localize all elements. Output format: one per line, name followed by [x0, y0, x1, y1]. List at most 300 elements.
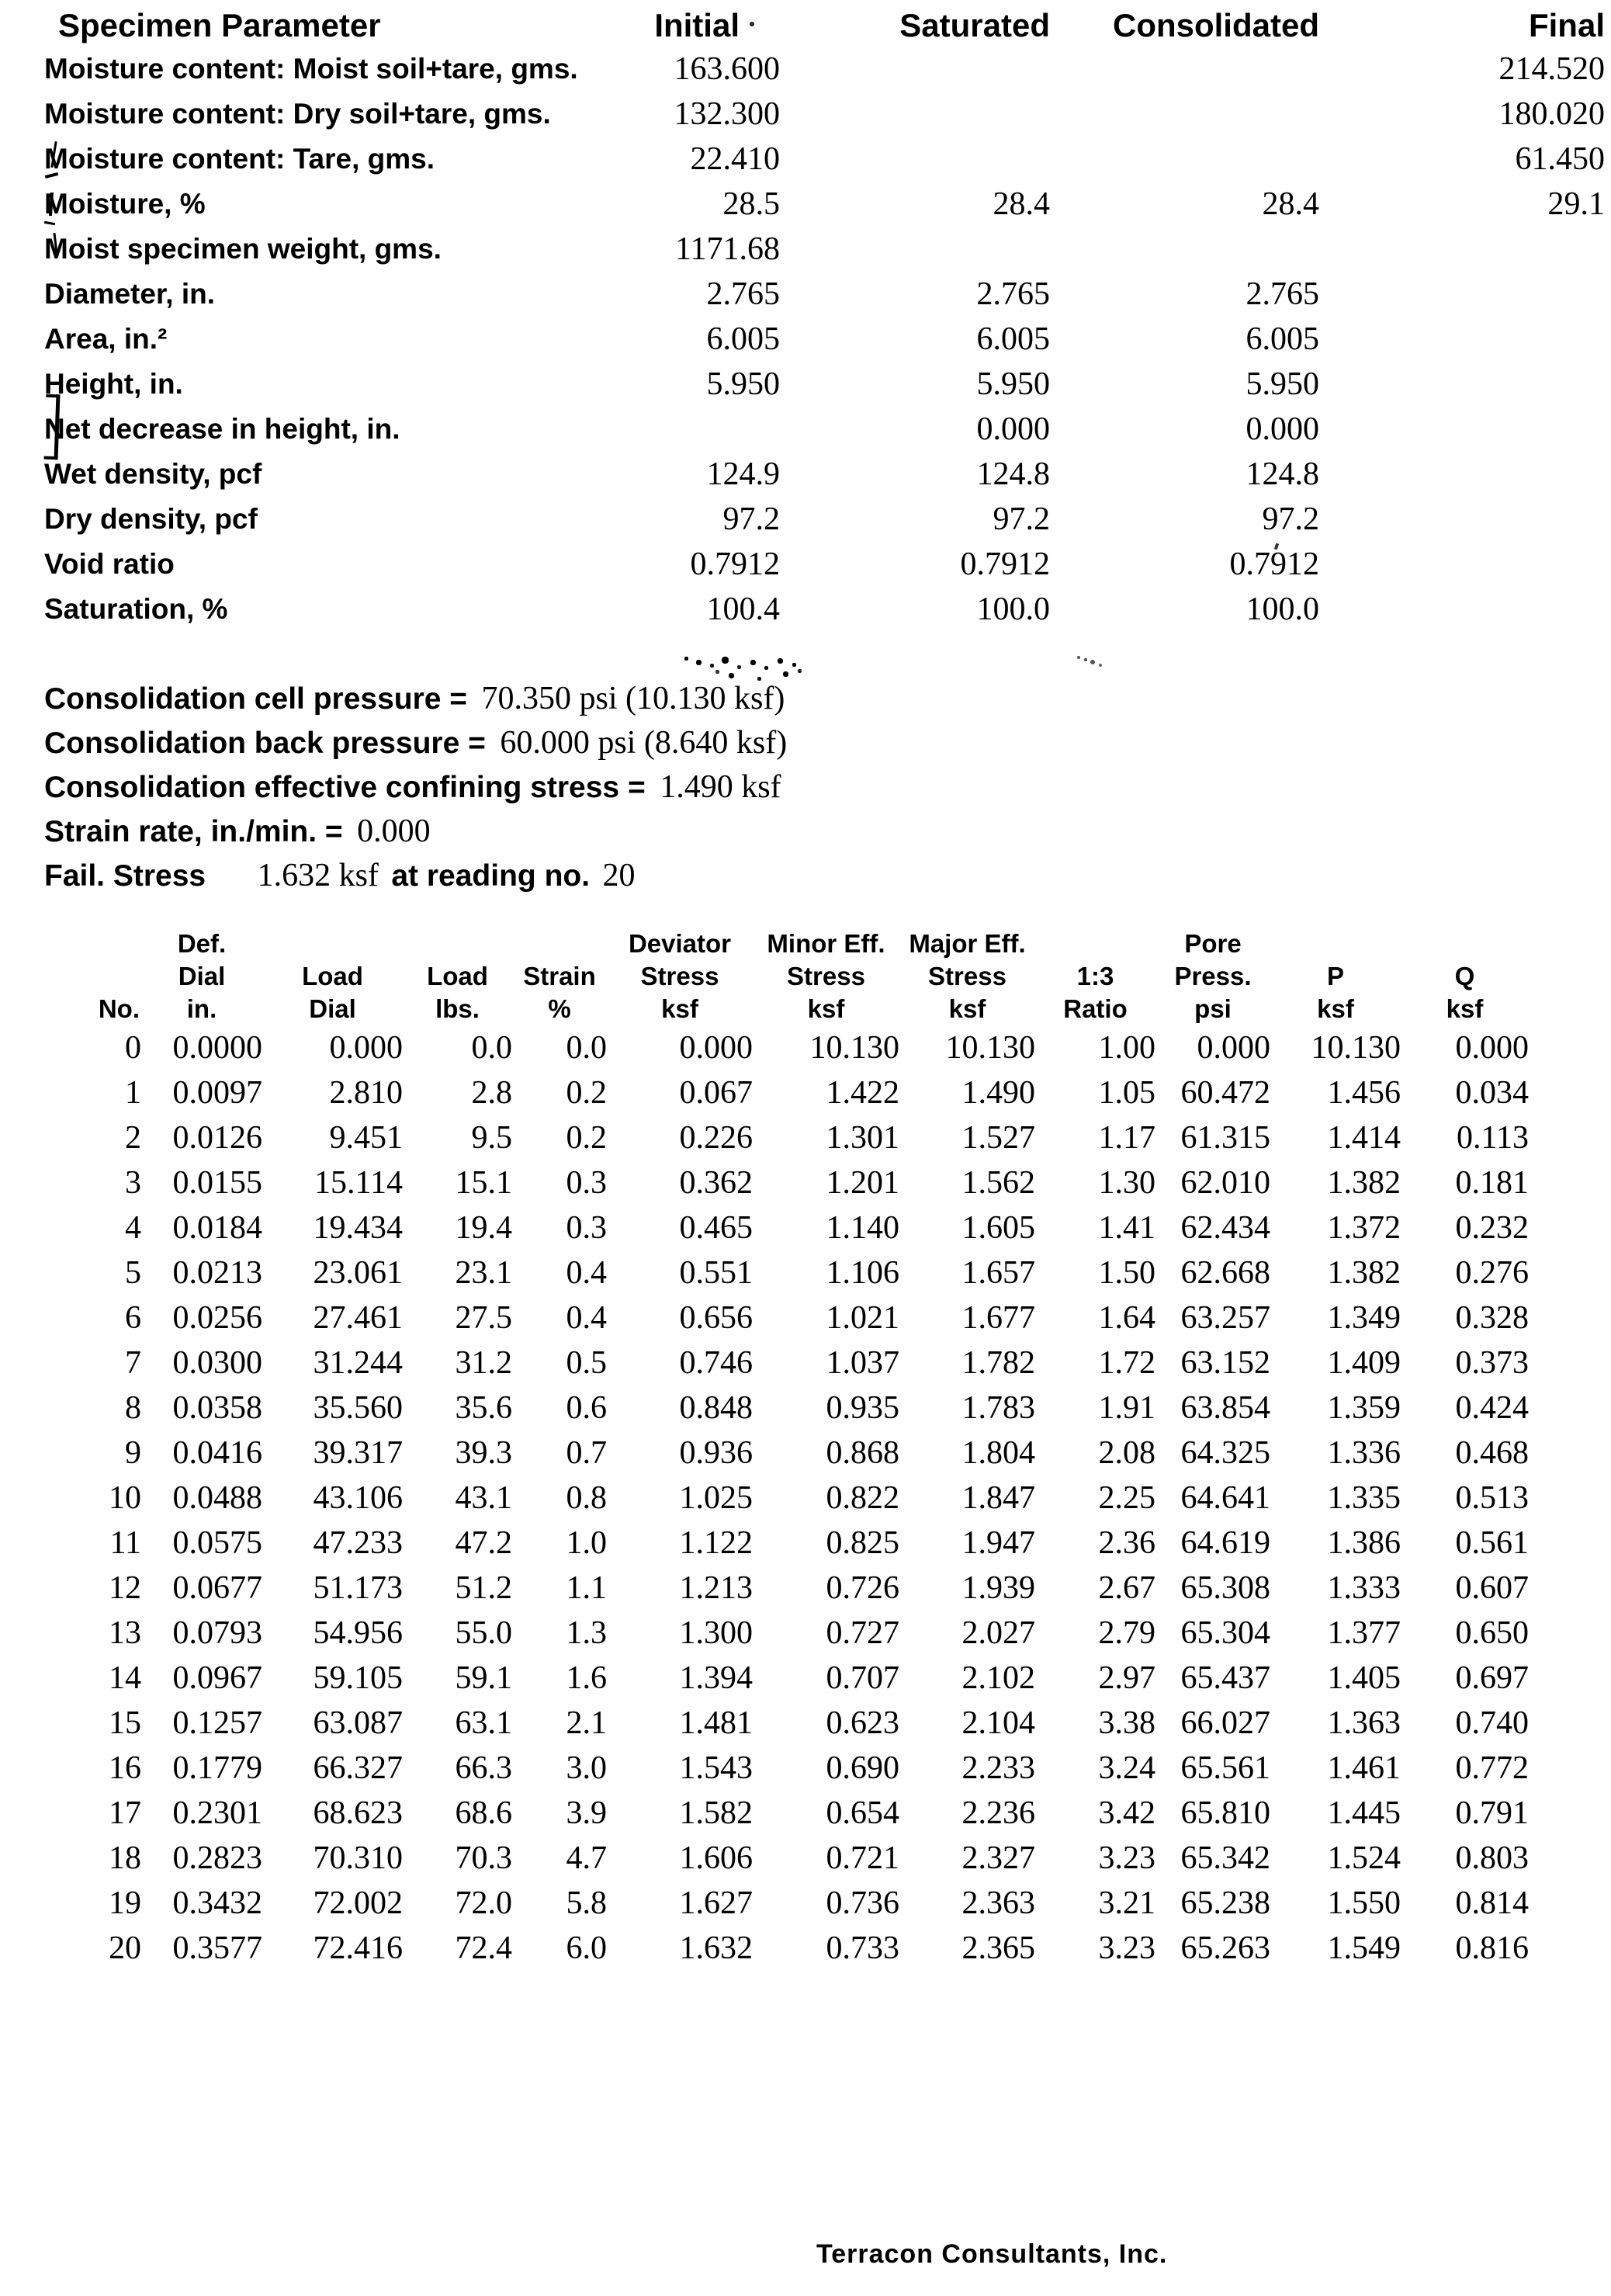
- cell-minor-eff-stress: 0.736: [826, 1885, 899, 1921]
- cell-load-dial: 66.327: [313, 1750, 403, 1786]
- cell-strain: 0.2: [566, 1120, 607, 1156]
- final-value: [1319, 452, 1605, 497]
- cell-load-lbs: 31.2: [455, 1345, 512, 1381]
- cell-strain: 0.4: [566, 1300, 607, 1336]
- fail-stress-line: [44, 854, 787, 898]
- cell-q-ksf: 0.468: [1455, 1435, 1529, 1471]
- final-value: [1319, 407, 1605, 452]
- cell-major-eff-stress: 1.605: [961, 1210, 1035, 1246]
- cell-major-eff-stress: 2.236: [961, 1795, 1035, 1831]
- reading-row: [0, 1160, 1529, 1205]
- cell-def-dial: 0.0300: [172, 1345, 262, 1381]
- initial-value: 5.950: [706, 366, 780, 402]
- cell-p-ksf: 1.382: [1327, 1255, 1401, 1291]
- saturated-value: 0.7912: [960, 546, 1050, 582]
- summary-label: Consolidation back pressure =: [44, 727, 486, 760]
- header-ksf: ksf: [661, 994, 698, 1023]
- column-header-saturated: Saturated: [899, 7, 1050, 43]
- cell-minor-eff-stress: 1.140: [826, 1210, 899, 1246]
- cell-def-dial: 0.0575: [172, 1525, 262, 1561]
- fail-stress-reading-no: 20: [602, 858, 636, 893]
- consolidated-value: 28.4: [1262, 186, 1319, 222]
- cell-load-lbs: 9.5: [471, 1120, 512, 1156]
- specimen-parameter-row: [0, 497, 1605, 542]
- cell-strain: 2.1: [566, 1705, 607, 1741]
- cell-p-ksf: 1.359: [1327, 1390, 1401, 1426]
- reading-row: [0, 1836, 1529, 1881]
- cell-deviator-stress: 1.606: [679, 1840, 753, 1876]
- cell-load-lbs: 66.3: [455, 1750, 512, 1786]
- reading-row: [0, 1205, 1529, 1250]
- cell-p-ksf: 1.409: [1327, 1345, 1401, 1381]
- cell-deviator-stress: 0.226: [679, 1120, 753, 1156]
- cell-p-ksf: 1.333: [1327, 1570, 1401, 1606]
- cell-ratio: 1.91: [1098, 1390, 1155, 1426]
- header-ksf: ksf: [807, 994, 845, 1023]
- cell-p-ksf: 1.372: [1327, 1210, 1401, 1246]
- header-ratio-1-3: 1:3: [1076, 962, 1114, 990]
- cell-load-dial: 68.623: [313, 1795, 403, 1831]
- cell-q-ksf: 0.816: [1455, 1930, 1529, 1966]
- cell-ratio: 1.50: [1098, 1255, 1155, 1291]
- cell-load-dial: 51.173: [313, 1570, 403, 1606]
- readings-table-header: [0, 928, 1529, 1025]
- summary-value: 70.350 psi (10.130 ksf): [481, 681, 785, 716]
- saturated-value: 0.000: [976, 411, 1050, 447]
- cell-q-ksf: 0.034: [1455, 1075, 1529, 1111]
- cell-load-dial: 2.810: [329, 1075, 403, 1111]
- readings-header-row-1: [0, 928, 1529, 960]
- column-header-consolidated: Consolidated: [1112, 7, 1319, 43]
- cell-ratio: 1.17: [1098, 1120, 1155, 1156]
- cell-pore-press: 65.437: [1180, 1660, 1270, 1696]
- initial-value: [481, 407, 780, 452]
- cell-strain: 0.4: [566, 1255, 607, 1291]
- cell-load-lbs: 2.8: [471, 1075, 512, 1111]
- initial-value: 132.300: [674, 96, 780, 132]
- cell-load-lbs: 39.3: [455, 1435, 512, 1471]
- cell-def-dial: 0.0358: [172, 1390, 262, 1426]
- saturated-value: [780, 137, 1050, 182]
- header-in: in.: [186, 994, 217, 1023]
- header-dial: Dial: [309, 994, 356, 1023]
- cell-no: 15: [109, 1705, 141, 1741]
- saturated-value: 97.2: [993, 501, 1050, 537]
- reading-row: [0, 1611, 1529, 1656]
- cell-strain: 5.8: [566, 1885, 607, 1921]
- cell-load-dial: 19.434: [313, 1210, 403, 1246]
- cell-p-ksf: 1.461: [1327, 1750, 1401, 1786]
- cell-load-lbs: 15.1: [455, 1165, 512, 1201]
- header-blank: [1401, 928, 1529, 960]
- header-blank: [1270, 928, 1401, 960]
- consolidated-value: [1050, 137, 1319, 182]
- reading-row: [0, 1701, 1529, 1746]
- cell-q-ksf: 0.276: [1455, 1255, 1529, 1291]
- cell-deviator-stress: 0.656: [679, 1300, 753, 1336]
- saturated-value: 6.005: [976, 321, 1050, 357]
- cell-minor-eff-stress: 0.727: [826, 1615, 899, 1651]
- summary-value: 1.490 ksf: [660, 769, 781, 805]
- cell-no: 14: [109, 1660, 141, 1696]
- header-deviator: Deviator: [628, 929, 732, 958]
- cell-ratio: 2.97: [1098, 1660, 1155, 1696]
- header-ksf: ksf: [1317, 994, 1354, 1023]
- cell-strain: 0.2: [566, 1075, 607, 1111]
- header-minor-eff: Minor Eff.: [767, 929, 885, 958]
- specimen-parameter-heading: Specimen Parameter: [58, 7, 381, 43]
- cell-minor-eff-stress: 1.201: [826, 1165, 899, 1201]
- cell-load-dial: 63.087: [313, 1705, 403, 1741]
- cell-load-lbs: 70.3: [455, 1840, 512, 1876]
- cell-pore-press: 64.325: [1180, 1435, 1270, 1471]
- cell-ratio: 3.38: [1098, 1705, 1155, 1741]
- cell-q-ksf: 0.607: [1455, 1570, 1529, 1606]
- cell-p-ksf: 10.130: [1311, 1030, 1401, 1066]
- reading-row: [0, 1250, 1529, 1295]
- cell-no: 10: [109, 1480, 141, 1516]
- cell-ratio: 1.05: [1098, 1075, 1155, 1111]
- header-p: P: [1326, 962, 1344, 990]
- initial-value: 0.7912: [690, 546, 780, 582]
- cell-minor-eff-stress: 1.301: [826, 1120, 899, 1156]
- cell-load-dial: 70.310: [313, 1840, 403, 1876]
- final-value: 29.1: [1547, 186, 1605, 222]
- consolidated-value: 0.7912: [1229, 546, 1319, 582]
- cell-major-eff-stress: 10.130: [945, 1030, 1035, 1066]
- cell-p-ksf: 1.524: [1327, 1840, 1401, 1876]
- cell-p-ksf: 1.414: [1327, 1120, 1401, 1156]
- cell-q-ksf: 0.791: [1455, 1795, 1529, 1831]
- cell-p-ksf: 1.550: [1327, 1885, 1401, 1921]
- cell-ratio: 3.42: [1098, 1795, 1155, 1831]
- cell-q-ksf: 0.424: [1455, 1390, 1529, 1426]
- reading-row: [0, 1386, 1529, 1431]
- cell-major-eff-stress: 1.782: [961, 1345, 1035, 1381]
- specimen-table-header-row: [0, 5, 1605, 47]
- cell-def-dial: 0.2823: [172, 1840, 262, 1876]
- cell-strain: 6.0: [566, 1930, 607, 1966]
- cell-q-ksf: 0.650: [1455, 1615, 1529, 1651]
- cell-major-eff-stress: 2.233: [961, 1750, 1035, 1786]
- cell-strain: 3.0: [566, 1750, 607, 1786]
- cell-load-lbs: 27.5: [455, 1300, 512, 1336]
- cell-load-dial: 35.560: [313, 1390, 403, 1426]
- cell-no: 16: [109, 1750, 141, 1786]
- cell-no: 20: [109, 1930, 141, 1966]
- cell-deviator-stress: 0.362: [679, 1165, 753, 1201]
- cell-ratio: 2.25: [1098, 1480, 1155, 1516]
- cell-p-ksf: 1.549: [1327, 1930, 1401, 1966]
- cell-no: 18: [109, 1840, 141, 1876]
- cell-strain: 4.7: [566, 1840, 607, 1876]
- cell-strain: 3.9: [566, 1795, 607, 1831]
- specimen-parameter-row: [0, 137, 1605, 182]
- final-value: [1319, 497, 1605, 542]
- initial-value: 28.5: [722, 186, 780, 222]
- cell-deviator-stress: 1.213: [679, 1570, 753, 1606]
- parameter-label: Moist specimen weight, gms.: [44, 233, 442, 265]
- cell-major-eff-stress: 1.804: [961, 1435, 1035, 1471]
- cell-pore-press: 66.027: [1180, 1705, 1270, 1741]
- cell-load-lbs: 72.0: [455, 1885, 512, 1921]
- cell-minor-eff-stress: 0.654: [826, 1795, 899, 1831]
- cell-ratio: 3.23: [1098, 1930, 1155, 1966]
- cell-no: 13: [109, 1615, 141, 1651]
- header-press: Press.: [1174, 962, 1252, 990]
- cell-strain: 1.1: [566, 1570, 607, 1606]
- parameter-label: Area, in.²: [44, 323, 168, 355]
- cell-def-dial: 0.3577: [172, 1930, 262, 1966]
- cell-ratio: 1.72: [1098, 1345, 1155, 1381]
- cell-deviator-stress: 1.627: [679, 1885, 753, 1921]
- cell-load-lbs: 23.1: [455, 1255, 512, 1291]
- cell-def-dial: 0.0000: [172, 1030, 262, 1066]
- parameter-label: Net decrease in height, in.: [44, 413, 400, 445]
- consolidated-value: 97.2: [1262, 501, 1319, 537]
- consolidated-value: [1050, 47, 1319, 92]
- consolidated-value: [1050, 92, 1319, 137]
- header-strain: Strain: [523, 962, 596, 990]
- reading-row: [0, 1340, 1529, 1386]
- cell-deviator-stress: 1.543: [679, 1750, 753, 1786]
- saturated-value: 5.950: [976, 366, 1050, 402]
- reading-row: [0, 1746, 1529, 1791]
- cell-load-dial: 31.244: [313, 1345, 403, 1381]
- cell-ratio: 2.79: [1098, 1615, 1155, 1651]
- header-def: Def.: [177, 929, 227, 958]
- cell-p-ksf: 1.456: [1327, 1075, 1401, 1111]
- cell-major-eff-stress: 2.102: [961, 1660, 1035, 1696]
- reading-row: [0, 1656, 1529, 1701]
- cell-minor-eff-stress: 1.106: [826, 1255, 899, 1291]
- cell-deviator-stress: 0.465: [679, 1210, 753, 1246]
- header-stress: Stress: [787, 962, 865, 990]
- cell-load-dial: 0.000: [329, 1030, 403, 1066]
- cell-load-dial: 9.451: [329, 1120, 403, 1156]
- reading-row: [0, 1521, 1529, 1566]
- cell-no: 1: [125, 1075, 141, 1111]
- cell-p-ksf: 1.405: [1327, 1660, 1401, 1696]
- specimen-parameter-row: [0, 272, 1605, 317]
- header-q: Q: [1454, 962, 1475, 990]
- cell-ratio: 1.41: [1098, 1210, 1155, 1246]
- saturated-value: [780, 47, 1050, 92]
- header-blank: [0, 960, 141, 993]
- summary-value: 0.000: [357, 813, 431, 849]
- cell-minor-eff-stress: 1.021: [826, 1300, 899, 1336]
- consolidated-value: 6.005: [1245, 321, 1319, 357]
- readings-table: [0, 928, 1529, 1971]
- cell-ratio: 3.21: [1098, 1885, 1155, 1921]
- cell-def-dial: 0.1257: [172, 1705, 262, 1741]
- cell-strain: 1.3: [566, 1615, 607, 1651]
- fail-stress-value: 1.632 ksf: [257, 858, 379, 893]
- cell-def-dial: 0.0416: [172, 1435, 262, 1471]
- cell-no: 2: [125, 1120, 141, 1156]
- cell-pore-press: 65.304: [1180, 1615, 1270, 1651]
- consolidated-value: 0.000: [1245, 411, 1319, 447]
- cell-pore-press: 65.810: [1180, 1795, 1270, 1831]
- saturated-value: 28.4: [993, 186, 1050, 222]
- header-load: Load: [427, 962, 488, 990]
- header-blank: [1035, 928, 1155, 960]
- cell-load-lbs: 51.2: [455, 1570, 512, 1606]
- header-ksf: ksf: [1446, 994, 1484, 1023]
- cell-load-lbs: 72.4: [455, 1930, 512, 1966]
- cell-pore-press: 62.010: [1180, 1165, 1270, 1201]
- header-stress: Stress: [928, 962, 1006, 990]
- cell-strain: 0.7: [566, 1435, 607, 1471]
- summary-label: Consolidation cell pressure =: [44, 682, 468, 716]
- cell-q-ksf: 0.740: [1455, 1705, 1529, 1741]
- fail-stress-label: Fail. Stress: [44, 859, 206, 893]
- cell-minor-eff-stress: 0.825: [826, 1525, 899, 1561]
- cell-def-dial: 0.0155: [172, 1165, 262, 1201]
- header-no: No.: [98, 994, 140, 1023]
- cell-deviator-stress: 0.067: [679, 1075, 753, 1111]
- cell-strain: 0.5: [566, 1345, 607, 1381]
- saturated-value: 100.0: [976, 591, 1050, 627]
- parameter-label: Dry density, pcf: [44, 503, 258, 535]
- specimen-parameter-row: [0, 317, 1605, 362]
- cell-deviator-stress: 0.936: [679, 1435, 753, 1471]
- parameter-label: Moisture content: Tare, gms.: [44, 143, 435, 175]
- initial-value: 163.600: [674, 51, 780, 87]
- cell-q-ksf: 0.772: [1455, 1750, 1529, 1786]
- cell-pore-press: 0.000: [1197, 1030, 1270, 1066]
- specimen-parameter-row: [0, 92, 1605, 137]
- cell-deviator-stress: 1.632: [679, 1930, 753, 1966]
- cell-load-dial: 47.233: [313, 1525, 403, 1561]
- header-pore: Pore: [1184, 929, 1242, 958]
- cell-minor-eff-stress: 10.130: [809, 1030, 899, 1066]
- cell-deviator-stress: 1.122: [679, 1525, 753, 1561]
- cell-major-eff-stress: 2.027: [961, 1615, 1035, 1651]
- cell-p-ksf: 1.363: [1327, 1705, 1401, 1741]
- cell-major-eff-stress: 2.327: [961, 1840, 1035, 1876]
- parameter-label: Moisture, %: [44, 188, 206, 220]
- consolidated-value: 2.765: [1245, 276, 1319, 312]
- company-name: Terracon Consultants, Inc.: [816, 2239, 1168, 2269]
- cell-major-eff-stress: 1.783: [961, 1390, 1035, 1426]
- cell-pore-press: 65.263: [1180, 1930, 1270, 1966]
- cell-q-ksf: 0.697: [1455, 1660, 1529, 1696]
- specimen-parameter-row: [0, 227, 1605, 272]
- initial-value: 100.4: [706, 591, 780, 627]
- cell-q-ksf: 0.181: [1455, 1165, 1529, 1201]
- final-value: 61.450: [1515, 141, 1605, 177]
- initial-value: 97.2: [722, 501, 780, 537]
- consolidated-value: [1050, 227, 1319, 272]
- cell-minor-eff-stress: 0.868: [826, 1435, 899, 1471]
- header-major-eff: Major Eff.: [909, 929, 1026, 958]
- cell-deviator-stress: 1.025: [679, 1480, 753, 1516]
- readings-header-row-2: [0, 960, 1529, 993]
- cell-def-dial: 0.0677: [172, 1570, 262, 1606]
- cell-pore-press: 65.308: [1180, 1570, 1270, 1606]
- saturated-value: 124.8: [976, 456, 1050, 492]
- cell-q-ksf: 0.373: [1455, 1345, 1529, 1381]
- cell-def-dial: 0.2301: [172, 1795, 262, 1831]
- header-blank: [262, 928, 403, 960]
- summary-label: Strain rate, in./min. =: [44, 815, 343, 848]
- cell-ratio: 1.64: [1098, 1300, 1155, 1336]
- cell-q-ksf: 0.000: [1455, 1030, 1529, 1066]
- cell-minor-eff-stress: 1.422: [826, 1075, 899, 1111]
- cell-ratio: 1.00: [1098, 1030, 1155, 1066]
- parameter-label: Void ratio: [44, 548, 175, 580]
- cell-strain: 1.0: [566, 1525, 607, 1561]
- cell-ratio: 1.30: [1098, 1165, 1155, 1201]
- cell-deviator-stress: 0.746: [679, 1345, 753, 1381]
- header-load: Load: [302, 962, 363, 990]
- cell-def-dial: 0.0213: [172, 1255, 262, 1291]
- cell-load-dial: 15.114: [314, 1165, 403, 1201]
- cell-def-dial: 0.0126: [172, 1120, 262, 1156]
- cell-major-eff-stress: 1.847: [961, 1480, 1035, 1516]
- cell-q-ksf: 0.561: [1455, 1525, 1529, 1561]
- final-value: [1319, 362, 1605, 407]
- cell-deviator-stress: 1.582: [679, 1795, 753, 1831]
- cell-minor-eff-stress: 0.733: [826, 1930, 899, 1966]
- header-blank: [512, 928, 607, 960]
- cell-major-eff-stress: 1.527: [961, 1120, 1035, 1156]
- parameter-label: Moisture content: Dry soil+tare, gms.: [44, 98, 551, 130]
- header-ratio: Ratio: [1063, 994, 1128, 1023]
- reading-row: [0, 1025, 1529, 1070]
- cell-no: 5: [125, 1255, 141, 1291]
- reading-row: [0, 1566, 1529, 1611]
- cell-q-ksf: 0.328: [1455, 1300, 1529, 1336]
- reading-row: [0, 1295, 1529, 1340]
- cell-p-ksf: 1.386: [1327, 1525, 1401, 1561]
- cell-strain: 0.6: [566, 1390, 607, 1426]
- cell-deviator-stress: 1.300: [679, 1615, 753, 1651]
- cell-pore-press: 65.238: [1180, 1885, 1270, 1921]
- cell-strain: 0.3: [566, 1210, 607, 1246]
- summary-line: [44, 765, 787, 810]
- cell-pore-press: 64.619: [1180, 1525, 1270, 1561]
- header-ksf: ksf: [948, 994, 986, 1023]
- cell-ratio: 3.23: [1098, 1840, 1155, 1876]
- cell-q-ksf: 0.513: [1455, 1480, 1529, 1516]
- reading-row: [0, 1476, 1529, 1521]
- cell-pore-press: 63.152: [1180, 1345, 1270, 1381]
- cell-strain: 0.8: [566, 1480, 607, 1516]
- cell-p-ksf: 1.335: [1327, 1480, 1401, 1516]
- cell-no: 11: [109, 1525, 141, 1561]
- cell-def-dial: 0.0184: [172, 1210, 262, 1246]
- cell-deviator-stress: 0.551: [679, 1255, 753, 1291]
- scan-smudge: [1077, 656, 1080, 659]
- cell-p-ksf: 1.336: [1327, 1435, 1401, 1471]
- cell-load-lbs: 0.0: [471, 1030, 512, 1066]
- cell-pore-press: 63.257: [1180, 1300, 1270, 1336]
- initial-value: 6.005: [706, 321, 780, 357]
- cell-load-lbs: 59.1: [455, 1660, 512, 1696]
- cell-load-lbs: 47.2: [455, 1525, 512, 1561]
- cell-def-dial: 0.1779: [172, 1750, 262, 1786]
- cell-minor-eff-stress: 1.037: [826, 1345, 899, 1381]
- header-psi: psi: [1194, 994, 1232, 1023]
- specimen-parameter-row: [0, 542, 1605, 587]
- cell-strain: 0.3: [566, 1165, 607, 1201]
- cell-load-dial: 59.105: [313, 1660, 403, 1696]
- cell-minor-eff-stress: 0.822: [826, 1480, 899, 1516]
- final-value: 214.520: [1498, 51, 1605, 87]
- cell-p-ksf: 1.382: [1327, 1165, 1401, 1201]
